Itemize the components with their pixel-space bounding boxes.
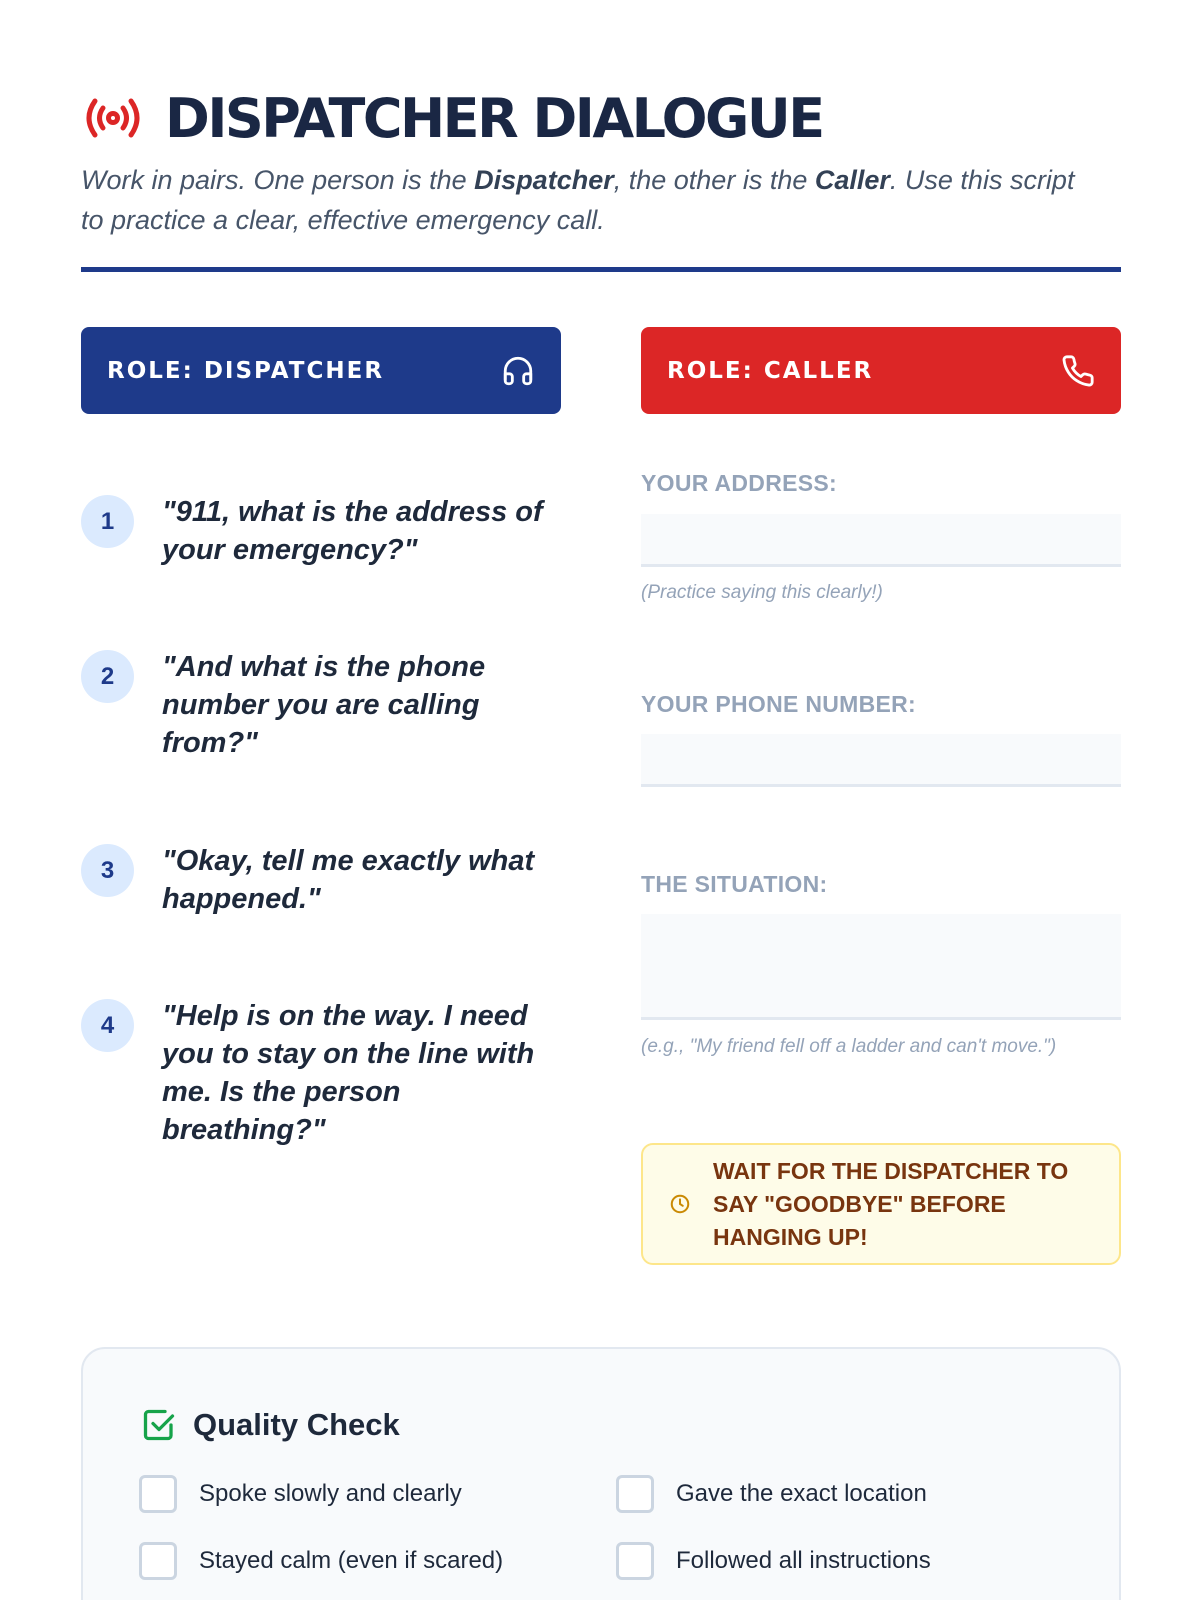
dispatcher-step [81, 493, 562, 569]
phone-icon [1061, 354, 1095, 388]
step-line: "911, what is the address of your emergency?" [162, 496, 543, 566]
step-line: "Okay, tell me exactly what happened." [162, 845, 535, 915]
checkbox[interactable] [139, 1475, 177, 1513]
role-dispatcher-label: ROLE: DISPATCHER [107, 357, 385, 384]
checkbox-checked-icon [141, 1407, 177, 1443]
role-caller-banner [641, 327, 1121, 414]
checklist-label: Gave the exact location [676, 1480, 927, 1507]
header-divider [81, 267, 1121, 272]
step-number: 4 [81, 999, 134, 1052]
checkbox[interactable] [616, 1542, 654, 1580]
checklist-label: Followed all instructions [676, 1547, 931, 1574]
worksheet-page [81, 0, 1121, 1600]
step-line: "And what is the phone number you are calling from?" [162, 651, 486, 759]
page-header [81, 86, 823, 150]
checklist-item[interactable] [139, 1542, 503, 1580]
address-label: YOUR ADDRESS: [641, 470, 838, 496]
step-line: "Help is on the way. I need you to stay on the line with me. Is the person breathing?" [162, 1000, 535, 1146]
situation-hint: (e.g., "My friend fell off a ladder and can't move.") [641, 1036, 1057, 1057]
phone-number-label: YOUR PHONE NUMBER: [641, 691, 917, 717]
intro-text [81, 160, 1101, 240]
dispatcher-step [81, 997, 562, 1149]
quality-check-panel [81, 1347, 1121, 1600]
hang-up-warning [641, 1143, 1121, 1265]
intro-role-dispatcher: Dispatcher [474, 165, 614, 195]
situation-label: THE SITUATION: [641, 871, 828, 897]
page-title: DISPATCHER DIALOGUE [165, 86, 823, 150]
quality-check-header [141, 1407, 400, 1443]
dispatcher-step [81, 648, 502, 762]
dispatcher-step [81, 842, 562, 918]
checklist-label: Stayed calm (even if scared) [199, 1547, 504, 1574]
situation-field[interactable] [641, 914, 1121, 1020]
checklist-label: Spoke slowly and clearly [199, 1480, 462, 1507]
checkbox[interactable] [616, 1475, 654, 1513]
intro-part: . Use this script to practice a clear, effective emergency call. [81, 165, 1075, 235]
address-hint: (Practice saying this clearly!) [641, 582, 883, 603]
broadcast-icon [81, 93, 145, 143]
clock-icon [669, 1193, 691, 1215]
phone-number-field[interactable] [641, 734, 1121, 787]
role-dispatcher-banner [81, 327, 561, 414]
warning-text: WAIT FOR THE DISPATCHER TO SAY "GOODBYE" BEFORE HANGING UP! [713, 1157, 1069, 1250]
intro-part: Work in pairs. One person is the [81, 165, 475, 195]
step-number: 3 [81, 844, 134, 897]
step-number: 2 [81, 650, 134, 703]
checklist-item[interactable] [616, 1475, 927, 1513]
intro-part: , the other is the [613, 165, 815, 195]
checkbox[interactable] [139, 1542, 177, 1580]
intro-role-caller: Caller [814, 165, 890, 195]
quality-check-title: Quality Check [193, 1407, 400, 1442]
checklist-item[interactable] [139, 1475, 462, 1513]
step-number: 1 [81, 495, 134, 548]
address-field[interactable] [641, 514, 1121, 567]
role-caller-label: ROLE: CALLER [667, 357, 874, 384]
headphones-icon [501, 354, 535, 388]
checklist-item[interactable] [616, 1542, 931, 1580]
